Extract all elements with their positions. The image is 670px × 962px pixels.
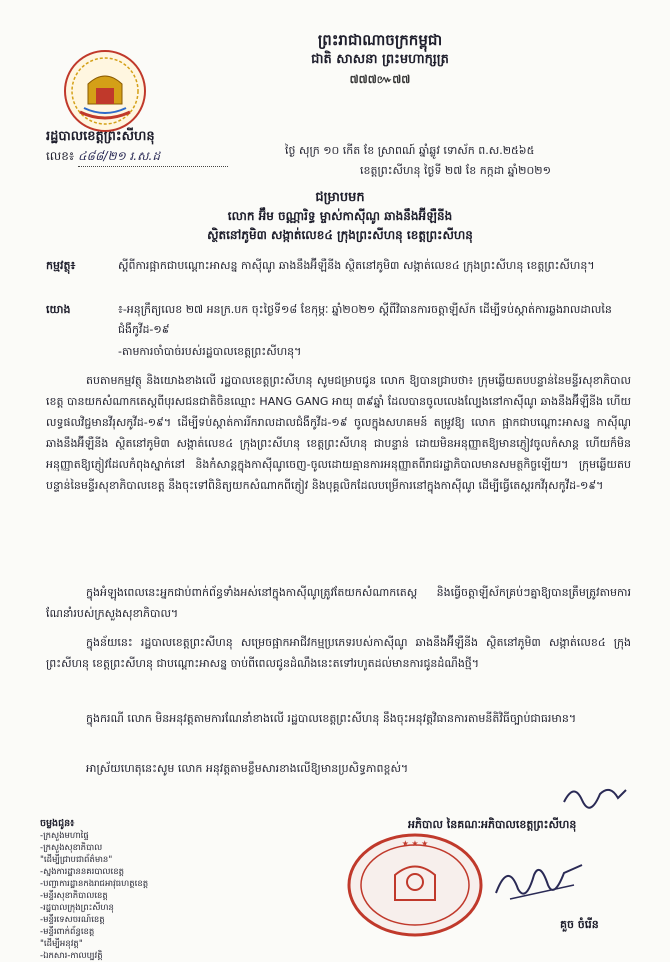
cc-item: -ស្នងការដ្ឋាននគរបាលខេត្ត bbox=[40, 867, 124, 877]
ref-label: លេខ៖ bbox=[46, 149, 75, 163]
cc-item: -មន្ទីរពាក់ព័ន្ធខេត្ត bbox=[40, 927, 95, 937]
ref-value: ៤៨៨/២១ រ.ស.ដ bbox=[78, 148, 228, 167]
recipient-name: លោក អ៊ឹម ចណ្ណារិទ្ធ ម្ចាស់កាស៊ីណូ ឆាងនឹងអ៊ីឡឺនីង bbox=[227, 209, 453, 223]
cc-item: "ដើម្បីអនុវត្ត" bbox=[40, 939, 83, 949]
body-paragraph-5: អាស្រ័យហេតុនេះសូម លោក អនុវត្តតាមខ្លឹមសារខាងលើឱ្យមានប្រសិទ្ធភាពខ្ពស់។ bbox=[86, 762, 409, 775]
reference-row bbox=[46, 300, 631, 340]
subject-text: ស្តីពីការផ្អាកជាបណ្តោះអាសន្ន កាស៊ីណូ ឆាងនឹងអ៊ីឡឺនីង ស្ថិតនៅភូមិ៣ សង្កាត់លេខ៤ ក្រុងព្រះសីហនុ ខេត្តព្រះសីហនុ។ bbox=[118, 259, 595, 272]
cc-item: -ក្រសួងមហាផ្ទៃ bbox=[40, 831, 89, 841]
kingdom-title: ព្រះរាជាណាចក្រកម្ពុជា bbox=[317, 31, 443, 49]
ministry-seal-icon bbox=[62, 48, 148, 134]
body-paragraph-3: ក្នុងន័យនេះ រដ្ឋបាលខេត្តព្រះសីហនុ សម្រេចផ្អាកអាជីវកម្មប្រភេទរបស់កាស៊ីណូ ឆាងនឹងអ៊ីឡឺនីង ស្ថិតនៅភូមិ៣ សង្កាត់លេខ៤ ក្រុងព្រះសីហនុ ខេត្តព្រះសីហនុ ជាបណ្តោះអាសន្ន ចាប់ពីពេលជូនដំណឹងនេះតទៅរហូតដល់មានការជូនដំណឹងថ្មី។ bbox=[46, 636, 631, 670]
cc-item: -រដ្ឋបាលក្រុងព្រះសីហនុ bbox=[40, 903, 114, 913]
reference-number bbox=[46, 148, 228, 167]
official-stamp-icon bbox=[345, 830, 485, 940]
body-paragraph-2: ក្នុងអំឡុងពេលនេះអ្នកជាប់ពាក់ព័ន្ធទាំងអស់នៅក្នុងកាស៊ីណូត្រូវតែយកសំណាកតេស្ត និងធ្វើចត្តាឡីស័កគ្រប់ៗគ្នាឱ្យបានត្រឹមត្រូវតាមការណែនាំរបស់ក្រសួងសុខាភិបាល។ bbox=[46, 586, 631, 620]
cc-item: -មន្ទីរសុខាភិបាលខេត្ត bbox=[40, 891, 108, 901]
reference-label: យោង bbox=[46, 303, 71, 316]
cc-item: "ដើម្បីជ្រាបជាព័ត៌មាន" bbox=[40, 855, 113, 865]
signature-icon bbox=[490, 855, 590, 905]
cc-list bbox=[40, 818, 160, 962]
kingdom-header bbox=[250, 30, 510, 90]
recipient-address: ស្ថិតនៅភូមិ៣ សង្កាត់លេខ៤ ក្រុងព្រះសីហនុ ខេត្តព្រះសីហនុ bbox=[207, 228, 473, 242]
cc-item: -មន្ទីរទេសចរណ៍ខេត្ត bbox=[40, 915, 105, 925]
header-ornament: ៧៧៧៚៧៧ bbox=[349, 73, 411, 86]
handwritten-flourish-icon bbox=[560, 780, 630, 810]
signatory-title: អភិបាល នៃគណៈអភិបាលខេត្តព្រះសីហនុ bbox=[408, 818, 577, 831]
body-paragraph-4: ក្នុងករណី លោក មិនអនុវត្តតាមការណែនាំខាងលើ រដ្ឋបាលខេត្តព្រះសីហនុ នឹងចុះអនុវត្តវិធានការតាមនីតិវិធីច្បាប់ជាធរមាន។ bbox=[86, 712, 577, 725]
kingdom-motto: ជាតិ សាសនា ព្រះមហាក្សត្រ bbox=[311, 52, 449, 67]
cc-item: -ឯកសារ-កាលប្បវត្តិ bbox=[40, 951, 103, 961]
body-paragraph-1: តបតាមកម្មវត្ថុ និងយោងខាងលើ រដ្ឋបាលខេត្តព្រះសីហនុ សូមជម្រាបជូន លោក ឱ្យបានជ្រាបថា៖ ក្រុមឆ្លើយតបបន្ទាន់នៃមន្ទីរសុខាភិបាលខេត្ត បានយកសំណាកតេស្តពីបុរសជនជាតិចិនឈ្មោះ HANG GANG អាយុ ៣៩ឆ្នាំ ដែលបានចូលលេងល្បែងនៅកាស៊ីណូ ឆាងនឹងអ៊ីឡឺនីង ហើយលទ្ធផលវិជ្ជមានវីរុសកូវីដ-១៩។ ដើម្បីទប់ស្កាត់ការរីករាលដាលជំងឺកូវីដ-១៩ ចូលក្នុងសហគមន៍ តម្រូវឱ្យ លោក ផ្អាកជាបណ្តោះអាសន្ន កាស៊ីណូ ឆាងនឹងអ៊ីឡឺនីង ស្ថិតនៅភូមិ៣ សង្កាត់លេខ៤ ក្រុងព្រះសីហនុ ខេត្តព្រះសីហនុ ជាបន្ទាន់ ដោយមិនអនុញ្ញាតឱ្យមានភ្ញៀវចូលកំសាន្ត ហើយក៏មិនអនុញ្ញាតឱ្យភ្ញៀវដែលកំពុងស្នាក់នៅ និងកំសាន្តក្នុងកាស៊ីណូចេញ-ចូលដោយគ្មានការអនុញ្ញាតពីរាជរដ្ឋាភិបាលមានសមត្ថកិច្ចឡើយ។ ក្រុមឆ្លើយតបបន្ទាន់នៃមន្ទីរសុខាភិបាលខេត្ត នឹងចុះទៅពិនិត្យយកសំណាកពីភ្ញៀវ និងបុគ្គលិកដែលបម្រើការនៅក្នុងកាស៊ីណូ ដើម្បីធ្វើតេស្តរកវីរុសកូវីដ-១៩។ bbox=[46, 374, 631, 492]
signer-name: គួច ចំរើន bbox=[560, 918, 599, 931]
reference-text-2: -តាមការចាំបាច់របស់រដ្ឋបាលខេត្តព្រះសីហនុ។ bbox=[118, 345, 302, 358]
recipient-block bbox=[60, 188, 620, 245]
reference-row-2 bbox=[46, 342, 631, 362]
subject-row bbox=[46, 256, 631, 276]
svg-text:★ ★ ★: ★ ★ ★ bbox=[401, 839, 429, 848]
cc-item: -ក្រសួងសុខាភិបាល bbox=[40, 843, 103, 853]
lunar-date: ថ្ងៃ សុក្រ ១០ កើត ខែ ស្រាពណ៍ ឆ្នាំឆ្លូវ ទោស័ក ព.ស.២៥៦៥ bbox=[285, 144, 535, 157]
solar-date: ខេត្តព្រះសីហនុ ថ្ងៃទី ២៧ ខែ កក្កដា ឆ្នាំ២០២១ bbox=[360, 164, 551, 177]
recipient-intro: ជម្រាបមក bbox=[315, 190, 365, 205]
reference-text-1: ៖-អនុក្រឹត្យលេខ ២៧ អនក្រ.បក ចុះថ្ងៃទី១៨ ខែកុម្ភៈ ឆ្នាំ២០២១ ស្តីពីវិធានការចត្តាឡីស័ក ដើម្បីទប់ស្កាត់ការឆ្លងរាលដាលនៃជំងឺកូវីដ-១៩ bbox=[118, 303, 612, 336]
cc-heading: ចម្លងជូន៖ bbox=[40, 818, 75, 829]
subject-label: កម្មវត្ថុ៖ bbox=[46, 259, 76, 272]
sender-admin-name: រដ្ឋបាលខេត្តព្រះសីហនុ bbox=[46, 129, 155, 144]
cc-item: -បញ្ជាការដ្ឋានកងរាជអាវុធហត្ថខេត្ត bbox=[40, 879, 149, 889]
